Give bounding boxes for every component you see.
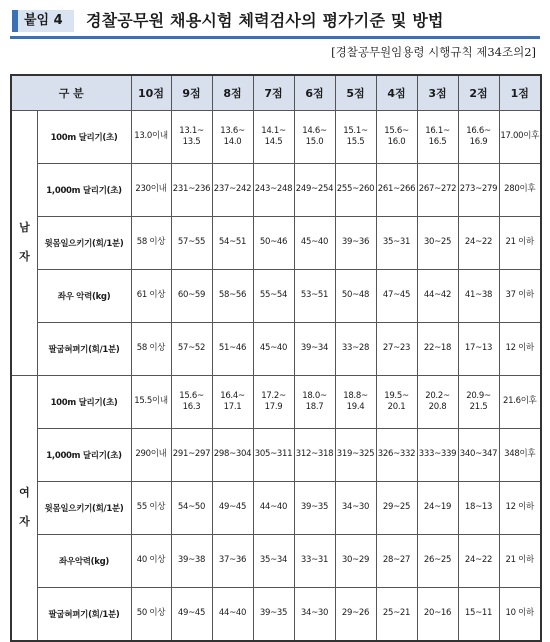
score-cell: 261~266 xyxy=(376,164,417,217)
appendix-badge: 붙임 4 xyxy=(12,10,74,32)
score-cell: 291~297 xyxy=(171,429,212,482)
test-item-label: 팔굽혀펴기(회/1분) xyxy=(37,588,131,642)
score-cell: 27~23 xyxy=(376,323,417,376)
score-cell: 16.6~ 16.9 xyxy=(458,111,499,164)
score-cell: 15.5이내 xyxy=(131,376,171,429)
score-cell: 18.8~ 19.4 xyxy=(335,376,376,429)
score-header: 4점 xyxy=(376,75,417,111)
score-header: 9점 xyxy=(171,75,212,111)
score-cell: 54~50 xyxy=(171,482,212,535)
table-row xyxy=(11,270,541,323)
score-cell: 39~38 xyxy=(171,535,212,588)
score-cell: 53~51 xyxy=(294,270,335,323)
test-item-label: 100m 달리기(초) xyxy=(37,376,131,429)
header-row xyxy=(11,75,541,111)
score-cell: 16.4~ 17.1 xyxy=(212,376,253,429)
test-item-label: 팔굽혀펴기(회/1분) xyxy=(37,323,131,376)
score-cell: 312~318 xyxy=(294,429,335,482)
score-cell: 20.2~ 20.8 xyxy=(417,376,458,429)
score-cell: 255~260 xyxy=(335,164,376,217)
score-cell: 21.6이후 xyxy=(499,376,541,429)
score-cell: 237~242 xyxy=(212,164,253,217)
score-cell: 34~30 xyxy=(294,588,335,642)
score-cell: 55~54 xyxy=(253,270,294,323)
score-cell: 19.5~ 20.1 xyxy=(376,376,417,429)
table-row xyxy=(11,217,541,270)
score-header: 6점 xyxy=(294,75,335,111)
score-cell: 12 이하 xyxy=(499,482,541,535)
score-cell: 50~48 xyxy=(335,270,376,323)
score-cell: 37~36 xyxy=(212,535,253,588)
score-cell: 40 이상 xyxy=(131,535,171,588)
test-item-label: 좌우악력(kg) xyxy=(37,535,131,588)
score-cell: 13.0이내 xyxy=(131,111,171,164)
score-cell: 35~34 xyxy=(253,535,294,588)
score-cell: 30~29 xyxy=(335,535,376,588)
score-cell: 13.6~ 14.0 xyxy=(212,111,253,164)
score-cell: 20.9~ 21.5 xyxy=(458,376,499,429)
score-cell: 58 이상 xyxy=(131,217,171,270)
score-cell: 39~36 xyxy=(335,217,376,270)
score-header: 2점 xyxy=(458,75,499,111)
score-header: 10점 xyxy=(131,75,171,111)
score-cell: 340~347 xyxy=(458,429,499,482)
score-cell: 34~30 xyxy=(335,482,376,535)
score-header: 1점 xyxy=(499,75,541,111)
score-cell: 45~40 xyxy=(253,323,294,376)
score-cell: 25~21 xyxy=(376,588,417,642)
score-cell: 290이내 xyxy=(131,429,171,482)
score-cell: 280이후 xyxy=(499,164,541,217)
score-cell: 14.6~ 15.0 xyxy=(294,111,335,164)
score-cell: 15.1~ 15.5 xyxy=(335,111,376,164)
document-title: 경찰공무원 채용시험 체력검사의 평가기준 및 방법 xyxy=(86,11,444,30)
score-cell: 29~26 xyxy=(335,588,376,642)
score-cell: 57~55 xyxy=(171,217,212,270)
document-header xyxy=(10,8,540,39)
test-item-label: 좌우 악력(kg) xyxy=(37,270,131,323)
score-cell: 10 이하 xyxy=(499,588,541,642)
score-header: 3점 xyxy=(417,75,458,111)
score-cell: 24~19 xyxy=(417,482,458,535)
score-cell: 15~11 xyxy=(458,588,499,642)
score-cell: 44~40 xyxy=(253,482,294,535)
score-cell: 58~56 xyxy=(212,270,253,323)
score-cell: 14.1~ 14.5 xyxy=(253,111,294,164)
sex-label-char: 자 xyxy=(19,515,30,528)
test-item-label: 1,000m 달리기(초) xyxy=(37,429,131,482)
table-row xyxy=(11,376,541,429)
score-cell: 326~332 xyxy=(376,429,417,482)
score-cell: 319~325 xyxy=(335,429,376,482)
score-cell: 28~27 xyxy=(376,535,417,588)
score-cell: 55 이상 xyxy=(131,482,171,535)
score-cell: 35~31 xyxy=(376,217,417,270)
score-cell: 231~236 xyxy=(171,164,212,217)
score-cell: 44~42 xyxy=(417,270,458,323)
score-header: 7점 xyxy=(253,75,294,111)
sex-label-char: 여 xyxy=(19,486,30,500)
sex-label xyxy=(11,376,37,642)
table-row xyxy=(11,535,541,588)
score-header: 8점 xyxy=(212,75,253,111)
score-cell: 54~51 xyxy=(212,217,253,270)
score-cell: 305~311 xyxy=(253,429,294,482)
table-row xyxy=(11,482,541,535)
score-cell: 249~254 xyxy=(294,164,335,217)
score-cell: 21 이하 xyxy=(499,535,541,588)
table-row xyxy=(11,429,541,482)
score-cell: 17.00이후 xyxy=(499,111,541,164)
score-cell: 18.0~ 18.7 xyxy=(294,376,335,429)
score-cell: 61 이상 xyxy=(131,270,171,323)
table-row xyxy=(11,111,541,164)
score-cell: 16.1~ 16.5 xyxy=(417,111,458,164)
score-cell: 17~13 xyxy=(458,323,499,376)
score-cell: 57~52 xyxy=(171,323,212,376)
score-cell: 51~46 xyxy=(212,323,253,376)
score-cell: 12 이하 xyxy=(499,323,541,376)
score-cell: 21 이하 xyxy=(499,217,541,270)
score-cell: 30~25 xyxy=(417,217,458,270)
score-cell: 60~59 xyxy=(171,270,212,323)
score-cell: 24~22 xyxy=(458,217,499,270)
score-cell: 13.1~ 13.5 xyxy=(171,111,212,164)
score-cell: 33~31 xyxy=(294,535,335,588)
score-cell: 50 이상 xyxy=(131,588,171,642)
score-cell: 41~38 xyxy=(458,270,499,323)
score-cell: 45~40 xyxy=(294,217,335,270)
score-cell: 243~248 xyxy=(253,164,294,217)
score-cell: 39~35 xyxy=(253,588,294,642)
category-header: 구 분 xyxy=(11,75,131,111)
score-cell: 29~25 xyxy=(376,482,417,535)
test-item-label: 윗몸일으키기(회/1분) xyxy=(37,482,131,535)
score-cell: 333~339 xyxy=(417,429,458,482)
test-item-label: 100m 달리기(초) xyxy=(37,111,131,164)
table-row xyxy=(11,164,541,217)
score-cell: 298~304 xyxy=(212,429,253,482)
score-cell: 348이후 xyxy=(499,429,541,482)
score-cell: 15.6~ 16.0 xyxy=(376,111,417,164)
sex-label xyxy=(11,111,37,376)
score-cell: 15.6~ 16.3 xyxy=(171,376,212,429)
score-header: 5점 xyxy=(335,75,376,111)
score-cell: 24~22 xyxy=(458,535,499,588)
score-cell: 58 이상 xyxy=(131,323,171,376)
score-cell: 49~45 xyxy=(212,482,253,535)
score-cell: 22~18 xyxy=(417,323,458,376)
fitness-criteria-table xyxy=(10,74,542,642)
legal-reference: [경찰공무원임용령 시행규칙 제34조의2] xyxy=(331,45,536,59)
score-cell: 50~46 xyxy=(253,217,294,270)
score-cell: 20~16 xyxy=(417,588,458,642)
table-body xyxy=(11,111,541,642)
score-cell: 49~45 xyxy=(171,588,212,642)
score-cell: 37 이하 xyxy=(499,270,541,323)
score-cell: 17.2~ 17.9 xyxy=(253,376,294,429)
score-cell: 39~35 xyxy=(294,482,335,535)
score-cell: 33~28 xyxy=(335,323,376,376)
score-cell: 44~40 xyxy=(212,588,253,642)
sex-label-char: 남 xyxy=(19,221,30,235)
score-cell: 273~279 xyxy=(458,164,499,217)
score-cell: 230이내 xyxy=(131,164,171,217)
sex-label-char: 자 xyxy=(19,250,30,263)
score-cell: 39~34 xyxy=(294,323,335,376)
score-cell: 47~45 xyxy=(376,270,417,323)
table-row xyxy=(11,323,541,376)
score-cell: 267~272 xyxy=(417,164,458,217)
test-item-label: 윗몸일으키기(회/1분) xyxy=(37,217,131,270)
test-item-label: 1,000m 달리기(초) xyxy=(37,164,131,217)
table-row xyxy=(11,588,541,642)
score-cell: 18~13 xyxy=(458,482,499,535)
score-cell: 26~25 xyxy=(417,535,458,588)
